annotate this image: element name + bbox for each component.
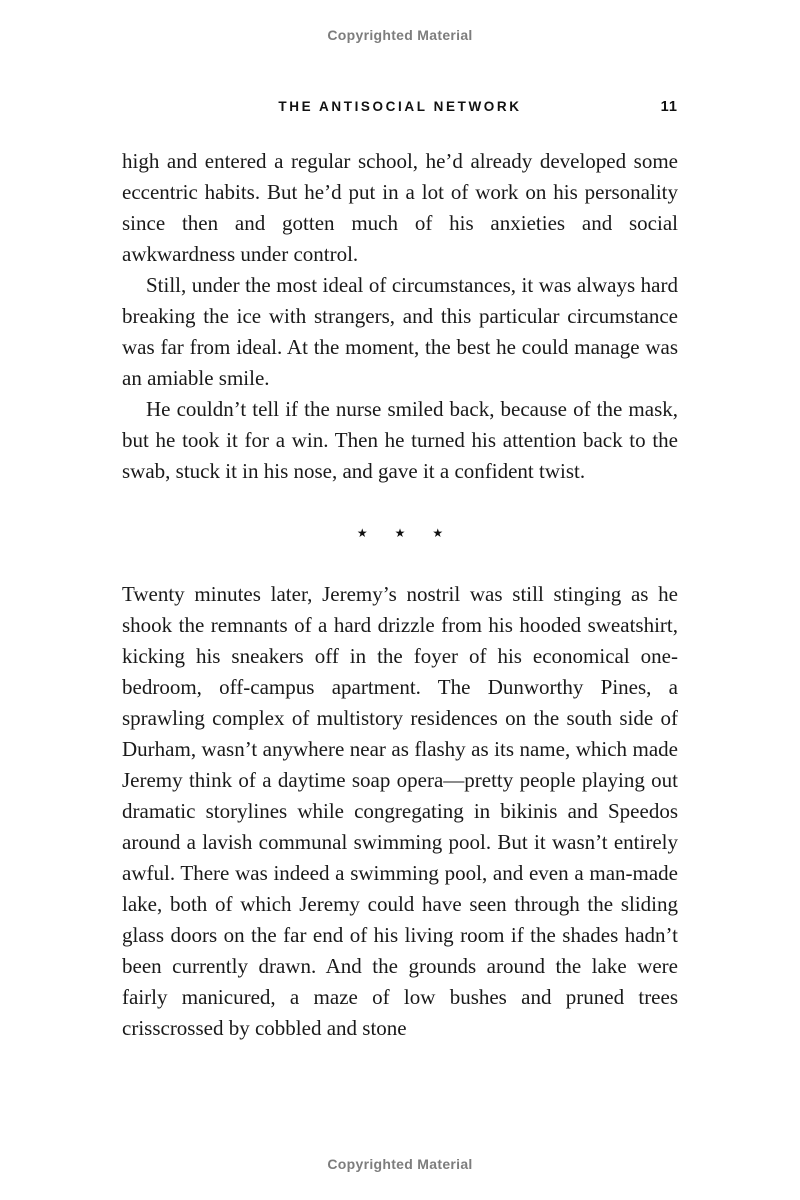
star-icon: ★ [432,526,444,540]
star-icon: ★ [356,526,368,540]
running-header [122,99,678,117]
paragraph-continuation: high and entered a regular school, he’d already developed some eccentric habits. But he’d put in a lot of work on his personality since then and gotten much of his anxieties and social awkwardness under control. [122,149,678,266]
paragraph: Still, under the most ideal of circumstances, it was always hard breaking the ice with strangers, and this particular circumstance was far from ideal. At the moment, the best he could manage was an amiable smile. [122,273,678,390]
paragraph: Twenty minutes later, Jeremy’s nostril was still stinging as he shook the remnants of a hard drizzle from his hooded sweatshirt, kicking his sneakers off in the foyer of his economical one-bedroom, off-campus apartment. The Dunworthy Pines, a sprawling complex of multistory residences on the south side of Durham, wasn’t anywhere near as flashy as its name, which made Jeremy think of a daytime soap opera—pretty people playing out dramatic storylines while congregating in bikinis and Speedos around a lavish communal swimming pool. But it wasn’t entirely awful. There was indeed a swimming pool, and even a man-made lake, both of which Jeremy could have seen through the sliding glass doors on the far end of his living room if the shades hadn’t been currently drawn. And the grounds around the lake were fairly manicured, a maze of low bushes and pruned trees crisscrossed by cobbled and stone [122,582,678,1040]
page-number: 11 [660,99,678,115]
copyright-notice-top: Copyrighted Material [327,27,473,43]
copyright-notice-bottom: Copyrighted Material [327,1156,473,1172]
star-icon: ★ [394,526,406,540]
book-title: THE ANTISOCIAL NETWORK [278,99,522,114]
scene-break [122,487,678,579]
paragraph: He couldn’t tell if the nurse smiled back, because of the mask, but he took it for a win. Then he turned his attention back to the swab, stuck it in his nose, and gave it a confident twist. [122,397,678,483]
text-block [122,146,678,1044]
